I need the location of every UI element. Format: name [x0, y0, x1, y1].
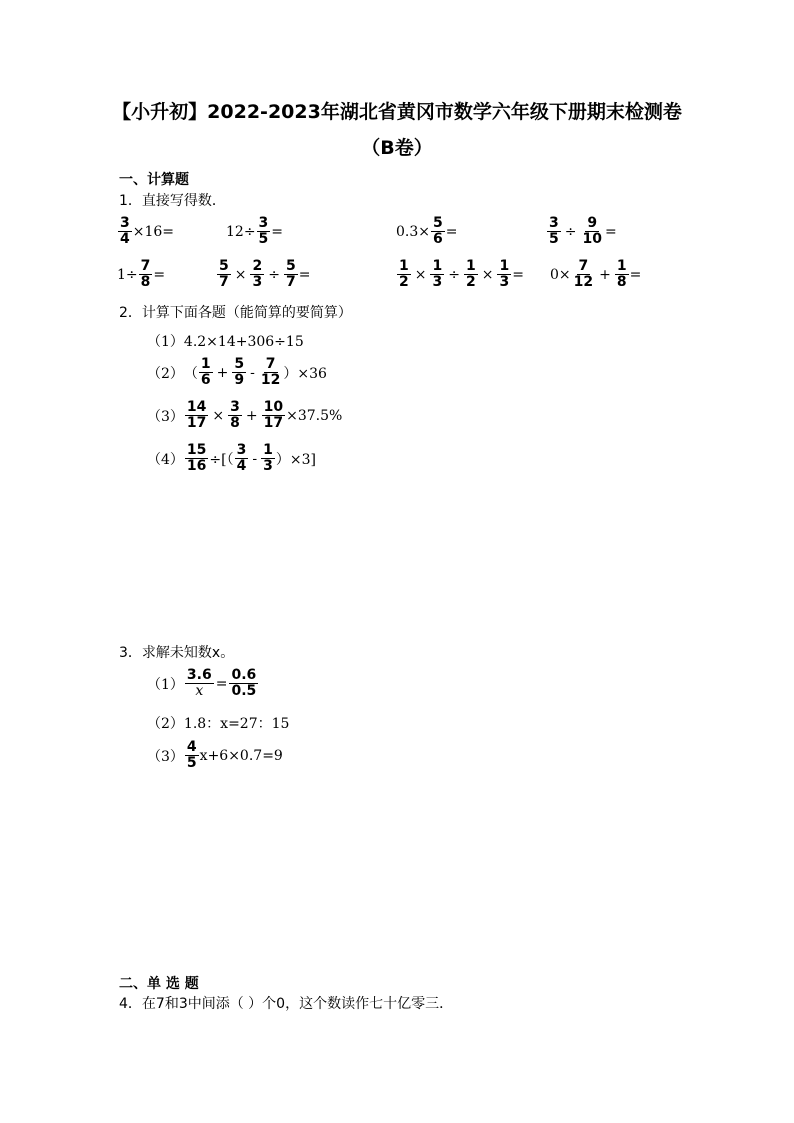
q2-part-3: （3） $\frac{14}{17}$ × $\frac{3}{8}$ + $\frac{10}{17}$ ×37.5%	[147, 399, 343, 431]
q2-part-1: （1）4.2×14+306÷15	[147, 334, 304, 350]
q1-item-1: $\frac{3}{4}$ ×16=	[120, 215, 175, 247]
fraction: $\frac{3}{4}$	[120, 215, 130, 247]
fraction: $\frac{3}{8}$	[230, 399, 240, 431]
question-text: 在7和3中间添（ ）个0，这个数读作七十亿零三．	[141, 996, 454, 1012]
q1-item-3: 0.3× $\frac{5}{6}$ =	[396, 215, 458, 247]
fraction: $\frac{2}{3}$	[252, 258, 263, 290]
question-1	[119, 190, 226, 210]
fraction: $\frac{10}{17}$	[263, 399, 284, 431]
fraction: $\frac{1}{3}$	[499, 258, 510, 290]
fraction: $\frac{1}{2}$	[465, 258, 476, 290]
question-number: 1．	[119, 193, 142, 209]
page-title: 【小升初】2022-2023年湖北省黄冈市数学六年级下册期末检测卷	[112, 101, 682, 123]
section-heading-choice: 二、单 选 题	[119, 976, 199, 992]
fraction: $\frac{7}{8}$	[140, 258, 151, 290]
q1-item-4: $\frac{3}{5}$ ÷ $\frac{9}{10}$ =	[549, 215, 617, 247]
fraction: $\frac{3.6}{x}$	[186, 667, 212, 699]
fraction: $\frac{0.6}{0.5}$	[231, 667, 257, 699]
fraction: $\frac{4}{5}$	[186, 739, 197, 771]
question-text: 计算下面各题（能简算的要简算）	[141, 305, 352, 321]
question-2	[119, 302, 352, 322]
q2-part-2: （2）（ $\frac{1}{6}$ + $\frac{5}{9}$ - $\frac{7}{12}$ ）×36	[147, 356, 327, 388]
question-number: 3．	[119, 645, 142, 661]
q3-part-1: （1） $\frac{3.6}{x}$ = $\frac{0.6}{0.5}$	[147, 667, 257, 699]
question-number: 4．	[119, 996, 142, 1012]
page-subtitle: （B卷）	[361, 137, 433, 159]
fraction: $\frac{7}{12}$	[260, 356, 281, 388]
q1-item-6: $\frac{5}{7}$ × $\frac{2}{3}$ ÷ $\frac{5}{7}$ =	[219, 258, 311, 290]
q3-part-2: （2）1.8：x=27：15	[147, 716, 290, 732]
fraction: $\frac{1}{6}$	[200, 356, 211, 388]
fraction: $\frac{5}{6}$	[433, 215, 443, 247]
q1-item-2: 12÷ $\frac{3}{5}$ =	[226, 215, 284, 247]
fraction: $\frac{5}{7}$	[285, 258, 296, 290]
fraction: $\frac{3}{5}$	[258, 215, 269, 247]
question-3	[119, 642, 234, 662]
fraction: $\frac{15}{16}$	[186, 442, 207, 474]
fraction: $\frac{1}{3}$	[432, 258, 443, 290]
fraction: $\frac{5}{9}$	[234, 356, 245, 388]
question-text: 直接写得数．	[141, 193, 226, 209]
q3-part-3: （3） $\frac{4}{5}$ x+6×0.7=9	[147, 739, 283, 771]
question-text: 求解未知数x。	[141, 645, 235, 661]
fraction: $\frac{1}{8}$	[616, 258, 627, 290]
question-4	[119, 993, 453, 1013]
fraction: $\frac{7}{12}$	[573, 258, 594, 290]
q1-item-7: $\frac{1}{2}$ × $\frac{1}{3}$ ÷ $\frac{1}{2}$ × $\frac{1}{3}$ =	[399, 258, 524, 290]
fraction: $\frac{9}{10}$	[582, 215, 602, 247]
q2-part-4: （4） $\frac{15}{16}$ ÷[（ $\frac{3}{4}$ - $\frac{1}{3}$ ）×3]	[147, 442, 316, 474]
fraction: $\frac{1}{3}$	[263, 442, 273, 474]
fraction: $\frac{14}{17}$	[186, 399, 207, 431]
fraction: $\frac{1}{2}$	[399, 258, 409, 290]
q1-item-8: 0× $\frac{7}{12}$ + $\frac{1}{8}$ =	[550, 258, 642, 290]
fraction: $\frac{5}{7}$	[219, 258, 229, 290]
question-number: 2．	[119, 305, 142, 321]
fraction: $\frac{3}{5}$	[549, 215, 559, 247]
q1-item-5: 1÷ $\frac{7}{8}$ =	[117, 258, 166, 290]
fraction: $\frac{3}{4}$	[236, 442, 247, 474]
section-heading-calc: 一、计算题	[119, 172, 189, 188]
